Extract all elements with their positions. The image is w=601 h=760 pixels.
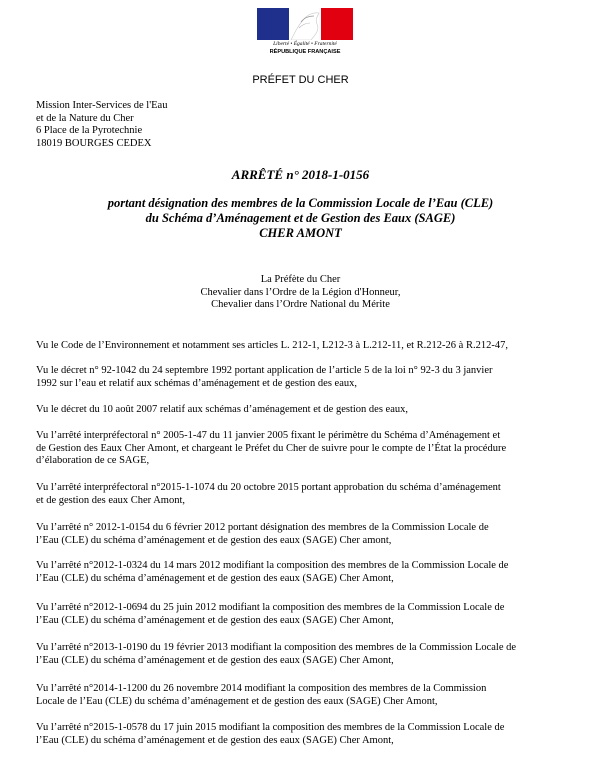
paragraph-line: Vu le décret du 10 août 2007 relatif aux schémas d’aménagement et de gestion des eaux,	[36, 404, 408, 415]
consideration-paragraph	[36, 340, 569, 353]
consideration-paragraph	[36, 430, 569, 468]
paragraph-line: l’Eau (CLE) du schéma d’aménagement et de gestion des eaux (SAGE) Cher Amont,	[36, 734, 394, 746]
paragraph-line: l’Eau (CLE) du schéma d’aménagement et de gestion des eaux (SAGE) Cher amont,	[36, 534, 392, 546]
republic-motto: Liberté • Égalité • Fraternité	[273, 41, 337, 47]
decree-subtitle	[40, 196, 561, 241]
prefet-heading: PRÉFET DU CHER	[252, 74, 349, 86]
sender-line: et de la Nature du Cher	[36, 112, 134, 124]
paragraph-line: d’élaboration de ce SAGE,	[36, 455, 150, 466]
subtitle-line: du Schéma d’Aménagement et de Gestion des Eaux (SAGE)	[145, 211, 456, 225]
paragraph-line: Vu l’arrêté n°2012-1-0324 du 14 mars 2012 modifiant la composition des membres de la Commission Locale de	[36, 560, 509, 571]
decree-title: ARRÊTÉ n° 2018-1-0156	[231, 167, 370, 182]
paragraph-line: 1992 sur l’eau et relatif aux schémas d’aménagement et de gestion des eaux,	[36, 377, 358, 389]
consideration-paragraph	[36, 722, 569, 747]
paragraph-line: Vu l’arrêté interpréfectoral n° 2005-1-47 du 11 janvier 2005 fixant le périmètre du Schéma d’Aménagement et	[36, 430, 501, 441]
consideration-paragraph	[36, 482, 569, 507]
paragraph-line: l’Eau (CLE) du schéma d’aménagement et de gestion des eaux (SAGE) Cher Amont,	[36, 614, 394, 626]
sender-address	[36, 100, 167, 150]
consideration-paragraph	[36, 522, 569, 547]
subtitle-line: portant désignation des membres de la Commission Locale de l’Eau (CLE)	[107, 196, 494, 210]
paragraph-line: Vu l’arrêté n°2012-1-0694 du 25 juin 2012 modifiant la composition des membres de la Commission Locale de	[36, 602, 505, 613]
sender-line: 6 Place de la Pyrotechnie	[36, 125, 143, 136]
consideration-paragraph	[36, 365, 569, 390]
republic-logo	[257, 8, 353, 68]
republic-name: RÉPUBLIQUE FRANÇAISE	[269, 49, 341, 55]
paragraph-line: Vu l’arrêté n°2015-1-0578 du 17 juin 2015 modifiant la composition des membres de la Commission Locale de	[36, 722, 505, 733]
sender-line: 18019 BOURGES CEDEX	[36, 137, 152, 149]
consideration-paragraph	[36, 683, 569, 708]
consideration-paragraph	[36, 404, 569, 417]
consideration-paragraph	[36, 602, 569, 627]
authority-line: La Préfète du Cher	[260, 274, 341, 285]
paragraph-line: Vu l’arrêté n°2013-1-0190 du 19 février 2013 modifiant la composition des membres de la Commission Locale de	[36, 642, 517, 653]
consideration-paragraph	[36, 642, 569, 667]
paragraph-line: Vu le Code de l’Environnement et notamment ses articles L. 212-1, L212-3 à L.212-11, et R.212-26 à R.212-47,	[36, 340, 508, 351]
authority-line: Chevalier dans l’Ordre National du Mérite	[211, 299, 390, 310]
paragraph-line: Locale de l’Eau (CLE) du schéma d’aménagement et de gestion des eaux (SAGE) Cher Amont,	[36, 695, 438, 707]
paragraph-line: l’Eau (CLE) du schéma d’aménagement et de gestion des eaux (SAGE) Cher Amont,	[36, 654, 394, 666]
consideration-paragraph	[36, 560, 569, 585]
authority-line: Chevalier dans l’Ordre de la Légion d'Honneur,	[200, 286, 401, 298]
paragraph-line: Vu l’arrêté n°2014-1-1200 du 26 novembre 2014 modifiant la composition des membres de la Commission	[36, 683, 487, 694]
marianne-flag-icon	[257, 8, 353, 40]
paragraph-line: et de gestion des eaux Cher Amont,	[36, 494, 186, 506]
subtitle-line: CHER AMONT	[259, 226, 342, 240]
paragraph-line: l’Eau (CLE) du schéma d’aménagement et de gestion des eaux (SAGE) Cher Amont,	[36, 572, 394, 584]
paragraph-line: Vu l’arrêté n° 2012-1-0154 du 6 février 2012 portant désignation des membres de la Commission Locale de	[36, 522, 489, 533]
sender-line: Mission Inter-Services de l'Eau	[36, 100, 168, 111]
paragraph-line: de Gestion des Eaux Cher Amont, et chargeant le Préfet du Cher de suivre pour le compte de l’État la procédure	[36, 442, 507, 454]
paragraph-line: Vu le décret n° 92-1042 du 24 septembre 1992 portant application de l’article 5 de la loi n° 92-3 du 3 janvier	[36, 365, 493, 376]
paragraph-line: Vu l’arrêté interpréfectoral n°2015-1-1074 du 20 octobre 2015 portant approbation du schéma d’aménagement	[36, 482, 501, 493]
issuing-authority	[0, 274, 601, 312]
